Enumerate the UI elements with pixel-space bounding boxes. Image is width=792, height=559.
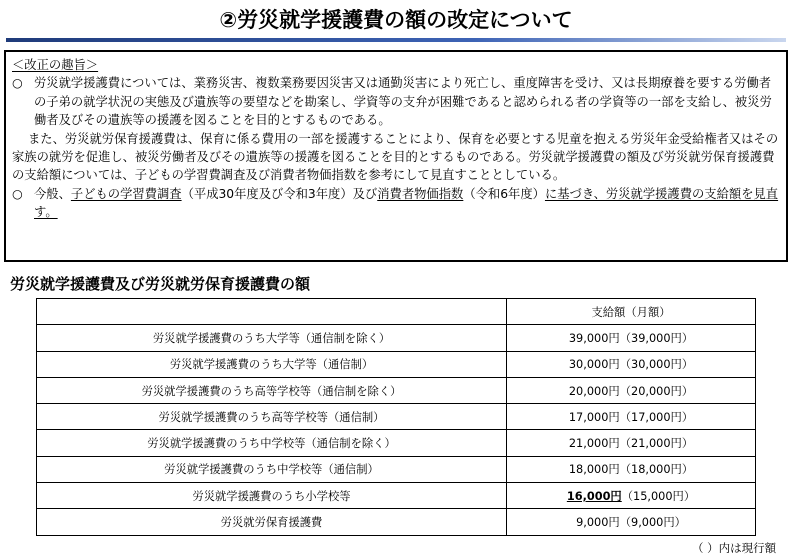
table-row (37, 430, 756, 456)
row-amount: 21,000円 (568, 437, 620, 451)
table-row (37, 325, 756, 351)
purpose-paragraph-2: また、労災就労保育援護費は、保育に係る費用の一部を援護することにより、保育を必要とする児童を抱える労災年金受給権者又はその家族の就労を促進し、被災労働者及びその遺族等の援護を図ることを目的とするものである。労災就学援護費の額及び労災就労保育援護費の支給額については、子どもの学習費調査及び消費者物価指数を参考にして見直すこととしている。 (12, 131, 779, 183)
circle-bullet-icon: ○ (12, 76, 23, 91)
row-amount-revised: 16,000円 (566, 489, 622, 503)
row-amount-cell (507, 456, 756, 482)
row-label: 労災就学援護費のうち中学校等（通信制を除く） (37, 430, 507, 456)
title-divider (6, 38, 786, 42)
amounts-table (36, 298, 756, 536)
row-label: 労災就学援護費のうち小学校等 (37, 483, 507, 509)
row-amount-cell (507, 377, 756, 403)
table-heading: 労災就学援護費及び労災就労保育援護費の額 (10, 275, 311, 293)
row-current-amount: （39,000円） (619, 331, 694, 345)
purpose-heading: ＜改正の趣旨＞ (12, 58, 99, 72)
row-amount: 17,000円 (568, 410, 620, 424)
row-label: 労災就労保育援護費 (37, 509, 507, 535)
row-current-amount: （21,000円） (619, 437, 694, 451)
row-amount-cell (507, 430, 756, 456)
row-label: 労災就学援護費のうち大学等（通信制を除く） (37, 325, 507, 351)
header-blank-cell (37, 299, 507, 325)
row-current-amount: （20,000円） (619, 384, 694, 398)
row-label: 労災就学援護費のうち大学等（通信制） (37, 351, 507, 377)
purpose-paragraph-1 (12, 74, 780, 129)
page-title: ②労災就学援護費の額の改定について (219, 8, 573, 32)
row-current-amount: （17,000円） (619, 410, 694, 424)
row-current-amount: （30,000円） (619, 358, 694, 372)
row-amount-cell (507, 404, 756, 430)
p3-underlined-conclusion: に基づき、労災就学援護費の支給額を見直す。 (34, 186, 779, 220)
table-row (37, 351, 756, 377)
table-row (37, 404, 756, 430)
p3-underlined-survey: 子どもの学習費調査 (70, 186, 182, 201)
header-amount-cell: 支給額（月額） (507, 299, 756, 325)
row-label: 労災就学援護費のうち高等学校等（通信制） (37, 404, 507, 430)
row-label: 労災就学援護費のうち高等学校等（通信制を除く） (37, 377, 507, 403)
purpose-paragraph-1-text: 労災就学援護費については、業務災害、複数業務要因災害又は通勤災害により死亡し、重度障害を受け、又は長期療養を要する労働者の子弟の就学状況の実態及び遺族等の要望などを勘案し、学資等の支弁が困難であると認められる者の学資等の一部を支給し、被災労働者及びその遺族等の援護を図ることを目的とするものである。 (34, 76, 772, 128)
row-amount: 20,000円 (568, 384, 620, 398)
row-amount-cell (507, 483, 756, 509)
row-amount: 39,000円 (568, 331, 620, 345)
row-amount: 18,000円 (568, 463, 620, 477)
table-row (37, 509, 756, 535)
table-row (37, 456, 756, 482)
table-row (37, 377, 756, 403)
table-header-row (37, 299, 756, 325)
row-amount: 9,000円 (576, 516, 620, 530)
p3-text-1: 今般、 (34, 186, 71, 201)
row-label: 労災就学援護費のうち中学校等（通信制） (37, 456, 507, 482)
p3-text-2: （平成30年度及び令和3年度）及び (181, 186, 378, 201)
row-amount: 30,000円 (568, 358, 620, 372)
row-current-amount: （9,000円） (619, 516, 686, 530)
p3-underlined-cpi: 消費者物価指数 (377, 186, 464, 201)
table-row (37, 483, 756, 509)
row-amount-cell (507, 509, 756, 535)
footnote: （ ）内は現行額 (692, 541, 777, 555)
row-current-amount: （15,000円） (621, 489, 696, 503)
row-current-amount: （18,000円） (619, 463, 694, 477)
circle-bullet-icon: ○ (12, 186, 23, 201)
row-amount-cell (507, 325, 756, 351)
p3-text-3: （令和6年度） (463, 186, 545, 201)
purpose-box (4, 50, 788, 262)
purpose-paragraph-3 (12, 185, 780, 222)
row-amount-cell (507, 351, 756, 377)
